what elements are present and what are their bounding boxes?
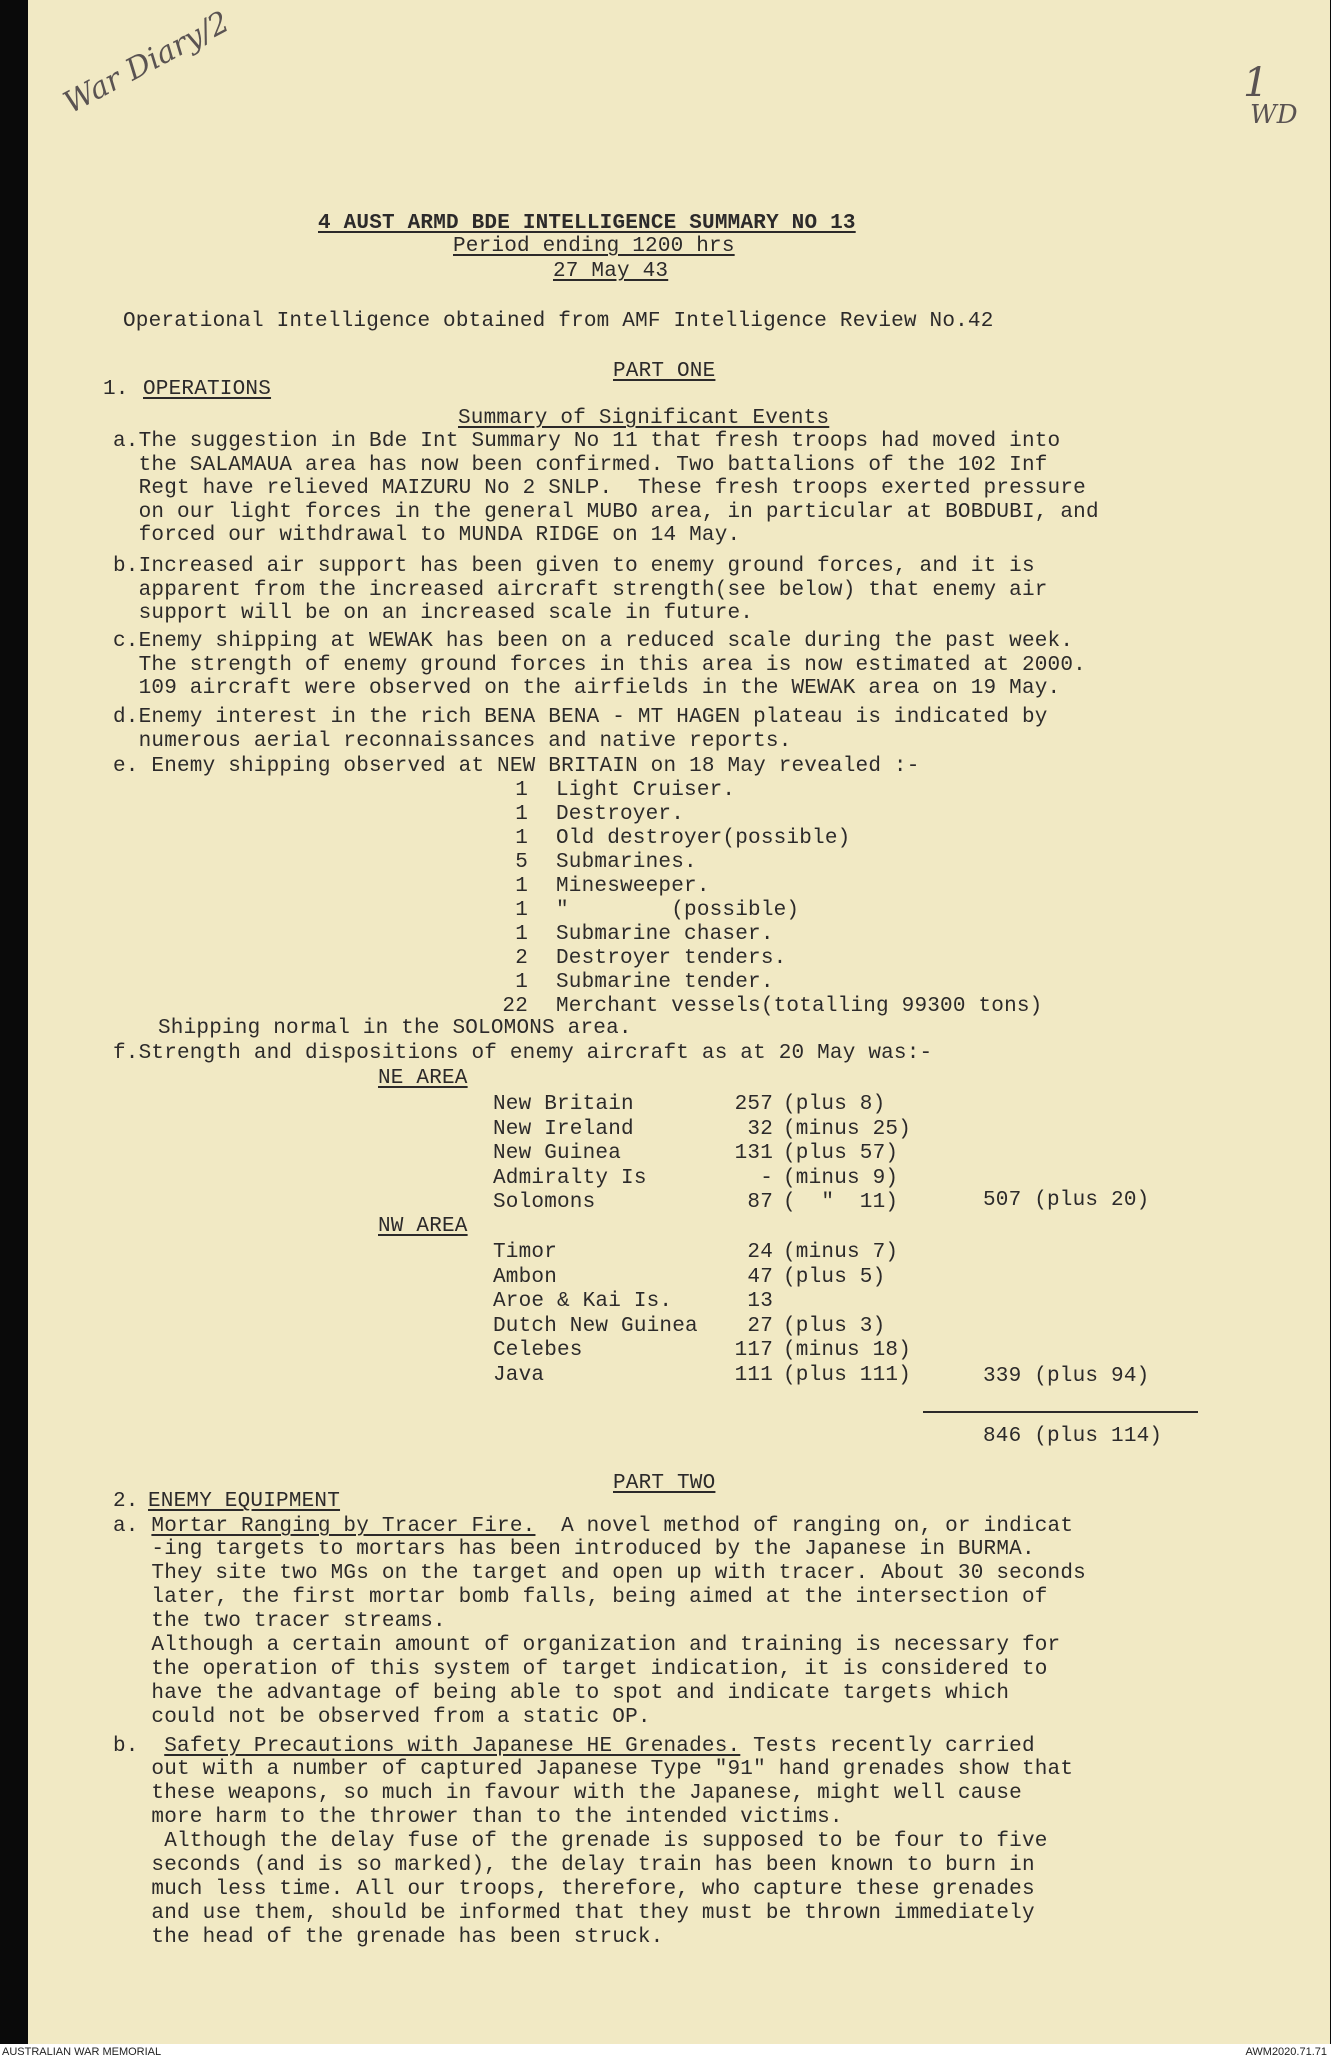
- document-page: [28, 0, 1330, 2044]
- para-d-line: d.Enemy interest in the rich BENA BENA - MT HAGEN plateau is indicated by: [113, 706, 1048, 729]
- aircraft-count: 47: [747, 1265, 773, 1289]
- para-d-line: numerous aerial reconnaissances and native reports.: [113, 729, 792, 753]
- shipping-count: 1: [515, 875, 528, 898]
- shipping-item: Old destroyer(possible): [556, 827, 851, 850]
- para-2b-line: Although the delay fuse of the grenade is supposed to be four to five: [113, 1830, 1048, 1853]
- para-b-line: apparent from the increased aircraft strength(see below) that enemy air: [113, 578, 1048, 602]
- handwritten-page-number: 1: [1243, 60, 1269, 106]
- para-2b-line: more harm to the thrower than to the intended victims.: [113, 1806, 843, 1829]
- shipping-count: 5: [515, 851, 528, 874]
- para-c-line: c.Enemy shipping at WEWAK has been on a reduced scale during the past week.: [113, 630, 1074, 653]
- period-line: Period ending 1200 hrs: [453, 235, 735, 258]
- aircraft-change: (plus 57): [783, 1142, 899, 1165]
- aircraft-location: New Guinea: [493, 1142, 622, 1165]
- para-2a-first-line: [113, 1515, 1073, 1539]
- ne-area-total: 507 (plus 20): [983, 1189, 1150, 1212]
- para-2b-title: Safety Precautions with Japanese HE Grenades.: [164, 1735, 741, 1758]
- para-2a-prefix: a.: [113, 1515, 152, 1538]
- shipping-item: Destroyer.: [556, 803, 685, 826]
- aircraft-location: Celebes: [493, 1339, 583, 1362]
- para-2b-line: the head of the grenade has been struck.: [113, 1926, 664, 1949]
- shipping-count: 1: [515, 971, 528, 994]
- para-a-line: forced our withdrawal to MUNDA RIDGE on 14 May.: [113, 524, 741, 547]
- para-2a-line: later, the first mortar bomb falls, being aimed at the intersection of: [113, 1586, 1048, 1609]
- aircraft-count: -: [760, 1166, 773, 1190]
- source-line: Operational Intelligence obtained from AMF Intelligence Review No.42: [123, 310, 994, 333]
- aircraft-count: 13: [747, 1290, 773, 1313]
- aircraft-change: (minus 7): [783, 1241, 899, 1264]
- shipping-count: 1: [515, 923, 528, 946]
- section-1-title: OPERATIONS: [143, 378, 272, 401]
- para-2b-line: much less time. All our troops, therefore, who capture these grenades: [113, 1878, 1035, 1901]
- shipping-count: 1: [515, 803, 528, 826]
- para-2b-line: these weapons, so much in favour with the Japanese, might well cause: [113, 1782, 1022, 1805]
- para-2a-line: -ing targets to mortars has been introduced by the Japanese in BURMA.: [113, 1538, 1035, 1561]
- shipping-count: 22: [502, 995, 528, 1018]
- para-2b-prefix: b.: [113, 1735, 165, 1758]
- para-2a-title: Mortar Ranging by Tracer Fire.: [151, 1515, 536, 1538]
- archive-name: AUSTRALIAN WAR MEMORIAL: [2, 2046, 162, 2058]
- aircraft-location: Java: [493, 1363, 545, 1387]
- para-b-line: support will be on an increased scale in future.: [113, 602, 754, 625]
- aircraft-change: ( " 11): [783, 1191, 899, 1214]
- aircraft-change: (minus 18): [783, 1339, 912, 1362]
- para-2a-line: They site two MGs on the target and open up with tracer. About 30 seconds: [113, 1562, 1086, 1585]
- aircraft-change: (plus 5): [783, 1265, 886, 1289]
- part-one-heading: PART ONE: [613, 360, 716, 383]
- para-2a-line: the two tracer streams.: [113, 1610, 446, 1633]
- para-2b-line: out with a number of captured Japanese Type "91" hand grenades show that: [113, 1758, 1074, 1781]
- aircraft-change: (plus 3): [783, 1314, 886, 1338]
- handwritten-wd: WD: [1250, 100, 1298, 130]
- para-a-line: a.The suggestion in Bde Int Summary No 11 that fresh troops had moved into: [113, 430, 1061, 453]
- aircraft-count: 27: [747, 1314, 773, 1338]
- aircraft-change: (minus 9): [783, 1166, 899, 1190]
- para-2a-line: the operation of this system of target indication, it is considered to: [113, 1658, 1048, 1681]
- aircraft-location: Ambon: [493, 1265, 558, 1289]
- shipping-count: 1: [515, 779, 528, 802]
- shipping-item: Destroyer tenders.: [556, 947, 787, 970]
- aircraft-count: 257: [734, 1093, 773, 1116]
- para-c-line: 109 aircraft were observed on the airfields in the WEWAK area on 19 May.: [113, 677, 1061, 700]
- aircraft-location: New Ireland: [493, 1117, 634, 1141]
- shipping-count: 1: [515, 899, 528, 922]
- shipping-count: 2: [515, 947, 528, 970]
- shipping-item: Submarine chaser.: [556, 923, 774, 946]
- para-b-line: b.Increased air support has been given to enemy ground forces, and it is: [113, 555, 1035, 578]
- aircraft-location: Admiralty Is: [493, 1166, 647, 1190]
- para-2b-first-line: [113, 1735, 1035, 1759]
- part-two-heading: PART TWO: [613, 1472, 716, 1495]
- nw-area-label: NW AREA: [378, 1215, 468, 1238]
- aircraft-count: 24: [747, 1241, 773, 1264]
- section-2-number: 2.: [113, 1490, 139, 1513]
- para-a-line: Regt have relieved MAIZURU No 2 SNLP. These fresh troops exerted pressure: [113, 477, 1086, 500]
- aircraft-count: 117: [734, 1339, 773, 1362]
- shipping-item: Submarines.: [556, 851, 697, 874]
- section-1-number: 1.: [103, 378, 129, 401]
- aircraft-location: Timor: [493, 1241, 558, 1264]
- para-f: f.Strength and dispositions of enemy aircraft as at 20 May was:-: [113, 1042, 933, 1065]
- shipping-item: Minesweeper.: [556, 875, 710, 898]
- para-2b-first: Tests recently carried: [740, 1735, 1035, 1758]
- para-e: e. Enemy shipping observed at NEW BRITAIN on 18 May revealed :-: [113, 755, 920, 778]
- para-2b-line: and use them, should be informed that they must be thrown immediately: [113, 1902, 1035, 1925]
- nw-area-total: 339 (plus 94): [983, 1365, 1150, 1388]
- shipping-item: Light Cruiser.: [556, 779, 736, 802]
- aircraft-location: New Britain: [493, 1093, 634, 1116]
- para-2b-line: seconds (and is so marked), the delay train has been known to burn in: [113, 1854, 1035, 1877]
- para-2a-line: Although a certain amount of organization and training is necessary for: [113, 1634, 1061, 1657]
- handwritten-note: War Diary/2: [58, 4, 236, 121]
- para-2a-line: could not be observed from a static OP.: [113, 1706, 651, 1729]
- para-a-line: on our light forces in the general MUBO area, in particular at BOBDUBI, and: [113, 500, 1099, 524]
- significant-events-heading: Summary of Significant Events: [458, 407, 830, 430]
- section-2-title: ENEMY EQUIPMENT: [148, 1490, 341, 1513]
- solomons-note: Shipping normal in the SOLOMONS area.: [158, 1017, 632, 1040]
- para-2a-line: have the advantage of being able to spot and indicate targets which: [113, 1682, 1010, 1705]
- para-c-line: The strength of enemy ground forces in this area is now estimated at 2000.: [113, 653, 1086, 677]
- aircraft-change: (minus 25): [783, 1117, 912, 1141]
- aircraft-count: 32: [747, 1117, 773, 1141]
- shipping-item: Submarine tender.: [556, 971, 774, 994]
- aircraft-count: 87: [747, 1191, 773, 1214]
- aircraft-change: (plus 111): [783, 1363, 912, 1387]
- summary-title: 4 AUST ARMD BDE INTELLIGENCE SUMMARY NO 13: [318, 212, 856, 235]
- para-a-line: the SALAMAUA area has now been confirmed. Two battalions of the 102 Inf: [113, 453, 1048, 477]
- aircraft-location: Aroe & Kai Is.: [493, 1290, 673, 1313]
- archive-reference: AWM2020.71.71: [1245, 2046, 1327, 2058]
- archive-footer: [0, 2044, 1331, 2061]
- aircraft-count: 111: [734, 1363, 773, 1387]
- aircraft-location: Solomons: [493, 1191, 596, 1214]
- aircraft-change: (plus 8): [783, 1093, 886, 1116]
- aircraft-location: Dutch New Guinea: [493, 1314, 698, 1338]
- ne-area-label: NE AREA: [378, 1067, 468, 1090]
- shipping-item: " (possible): [556, 899, 800, 922]
- total-rule: [923, 1411, 1198, 1413]
- para-2a-first: A novel method of ranging on, or indicat: [535, 1515, 1074, 1538]
- grand-total: 846 (plus 114): [983, 1425, 1163, 1448]
- date-line: 27 May 43: [553, 260, 669, 283]
- shipping-item: Merchant vessels(totalling 99300 tons): [556, 995, 1043, 1018]
- aircraft-count: 131: [734, 1142, 773, 1165]
- shipping-count: 1: [515, 827, 528, 850]
